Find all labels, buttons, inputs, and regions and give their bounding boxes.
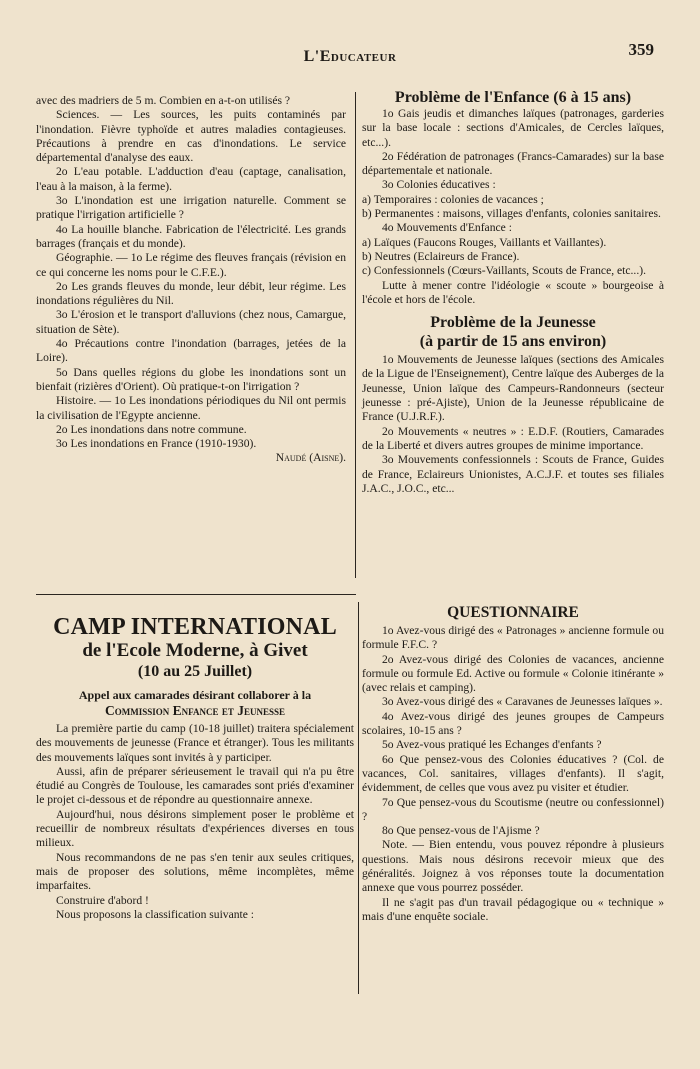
page-header	[0, 40, 700, 64]
paragraph: Aujourd'hui, nous désirons simplement poser le problème et recueillir de nombreux résultats d'expériences diverses en tous milieux.	[36, 807, 354, 850]
section-title-jeunesse: Problème de la Jeunesse	[430, 314, 596, 332]
paragraph-geographie: Géographie. — 1o Le régime des fleuves français (révision en ce qui concerne les noms pour le C.F.E.).	[36, 251, 346, 279]
list-item: b) Permanentes : maisons, villages d'enfants, colonies sanitaires.	[362, 207, 661, 221]
page-number: 359	[628, 40, 654, 59]
paragraph: Construire d'abord !	[56, 893, 149, 907]
paragraph: Aussi, afin de préparer sérieusement le travail qui n'a pu être étudié au Congrès de Toulouse, les camarades sont priés d'examiner le projet ci-dessous et de répondre au questionnaire annexe.	[36, 764, 354, 807]
list-item: 3o Colonies éducatives :	[382, 178, 496, 192]
paragraph: Nous recommandons de ne pas s'en tenir aux seules critiques, mais de proposer des solutions, même incomplètes, même imparfaites.	[36, 850, 354, 893]
list-item: 3o Mouvements confessionnels : Scouts de France, Guides de France, Eclaireurs Unionistes, A.C.J.F. et toutes ses filiales J.A.C., J.O.C., etc...	[362, 453, 664, 495]
camp-title: CAMP INTERNATIONAL	[53, 614, 337, 640]
section-subtitle-jeunesse: (à partir de 15 ans environ)	[419, 333, 607, 351]
paragraph-histoire: Histoire. — 1o Les inondations périodiques du Nil ont permis la civilisation de l'Egypte ancienne.	[36, 394, 346, 422]
appeal-line: Appel aux camarades désirant collaborer à la	[78, 688, 312, 702]
column-divider-bottom	[358, 602, 359, 994]
paragraph: Lutte à mener contre l'idéologie « scoute » bourgeoise à l'école et hors de l'école.	[362, 278, 664, 306]
question-item: 8o Que pensez-vous de l'Ajisme ?	[382, 824, 540, 838]
question-item: 6o Que pensez-vous des Colonies éducatives ? (Col. de vacances, Col. sanitaires, villages d'enfants). Il s'agit, évidemment, de celles que vous avez pu visiter et étudier.	[362, 752, 664, 795]
paragraph: La première partie du camp (10-18 juillet) traitera spécialement des mouvements de jeunesse (France et étranger). Tous les militants des mouvements laïques sont invités à y participer.	[36, 722, 354, 764]
questionnaire-title: QUESTIONNAIRE	[447, 604, 579, 621]
section-title-enfance: Problème de l'Enfance (6 à 15 ans)	[394, 89, 632, 106]
paragraph: 3o L'inondation est une irrigation naturelle. Comment se pratique l'irrigation artificielle ?	[36, 194, 346, 222]
question-item: 2o Avez-vous dirigé des Colonies de vacances, ancienne formule ou formule Ed. Active ou formule « Colonie itinérante » (avec relais et camping).	[362, 652, 664, 695]
list-item: 4o Mouvements d'Enfance :	[382, 221, 512, 235]
list-item: 2o Fédération de patronages (Francs-Camarades) sur la base départementale et nationale.	[362, 149, 664, 178]
list-item: 2o Mouvements « neutres » : E.D.F. (Routiers, Camarades de la Liberté et divers autres groupes de minime importance.	[362, 424, 664, 452]
left-column-top	[36, 94, 346, 466]
paragraph: 2o Les inondations dans notre commune.	[56, 422, 247, 436]
section-divider	[36, 594, 356, 595]
question-item: 5o Avez-vous pratiqué les Echanges d'enfants ?	[382, 738, 602, 752]
column-divider-top	[355, 92, 356, 578]
right-column-top	[362, 88, 664, 496]
paragraph: Il ne s'agit pas d'un travail pédagogique ou « technique » mais d'une enquête sociale.	[362, 895, 664, 923]
list-item: c) Confessionnels (Cœurs-Vaillants, Scouts de France, etc...).	[362, 264, 646, 278]
question-item: 3o Avez-vous dirigé des « Caravanes de Jeunesses laïques ».	[382, 695, 663, 709]
commission-name: Commission Enfance et Jeunesse	[105, 703, 285, 718]
paragraph: Nous proposons la classification suivante :	[56, 907, 255, 921]
list-item: 1o Mouvements de Jeunesse laïques (sections des Amicales de la Ligue de l'Enseignement), Centre laïque des Auberges de la Jeunesse, Union laïque des Campeurs-Randonneurs (secteur jeunesse : pré-Ajiste), Union de la Jeunesse républicaine de France (U.J.R.F.).	[362, 353, 664, 424]
journal-title: L'Educateur	[303, 48, 397, 65]
paragraph: 3o L'érosion et le transport d'alluvions (chez nous, Camargue, situation de Sète).	[36, 308, 346, 336]
appeal-heading	[36, 688, 354, 718]
paragraph: 2o L'eau potable. L'adduction d'eau (captage, canalisation, l'eau à la maison, à la ferme).	[36, 165, 346, 193]
camp-subtitle: de l'Ecole Moderne, à Givet	[82, 640, 308, 661]
paragraph: 3o Les inondations en France (1910-1930).	[56, 437, 257, 451]
list-item: a) Temporaires : colonies de vacances ;	[362, 192, 544, 206]
paragraph: 2o Les grands fleuves du monde, leur débit, leur régime. Les inondations régulières du Nil.	[36, 279, 346, 308]
list-item: 1o Gais jeudis et dimanches laïques (patronages, garderies sur la base locale : sections d'Amicales, de Cercles laïques, etc...).	[362, 107, 664, 149]
questionnaire	[362, 604, 664, 924]
paragraph-sciences: Sciences. — Les sources, les puits contaminés par l'inondation. Fièvre typhoïde et autres maladies contagieuses. Précautions à prendre en cas d'inondations. Le service départemental d'analyse des eaux.	[36, 108, 346, 165]
question-item: 1o Avez-vous dirigé des « Patronages » ancienne formule ou formule F.F.C. ?	[362, 624, 664, 652]
paragraph: 4o La houille blanche. Fabrication de l'électricité. Les grands barrages (français et du monde).	[36, 222, 346, 250]
question-item: 7o Que pensez-vous du Scoutisme (neutre ou confessionnel) ?	[362, 795, 664, 823]
camp-article	[36, 614, 354, 922]
note: Note. — Bien entendu, vous pouvez répondre à plusieurs questions. Mais nous désirons recevoir mieux que des généralités. Joignez à vos réponses toute la documentation annexe que vous pourrez posséder.	[362, 838, 664, 895]
paragraph: 5o Dans quelles régions du globe les inondations sont un bienfait (rizières d'Orient). Où pratique-t-on l'irrigation ?	[36, 365, 346, 393]
paragraph: 4o Précautions contre l'inondation (barrages, jetées de la Loire).	[36, 337, 346, 365]
question-item: 4o Avez-vous dirigé des jeunes groupes de Campeurs scolaires, 10-15 ans ?	[362, 709, 664, 738]
paragraph: avec des madriers de 5 m. Combien en a-t-on utilisés ?	[36, 94, 291, 107]
camp-dates: (10 au 25 Juillet)	[137, 663, 253, 680]
list-item: a) Laïques (Faucons Rouges, Vaillants et Vaillantes).	[362, 235, 607, 249]
author-signature: Naudé (Aisne).	[275, 451, 346, 465]
list-item: b) Neutres (Eclaireurs de France).	[362, 249, 520, 263]
